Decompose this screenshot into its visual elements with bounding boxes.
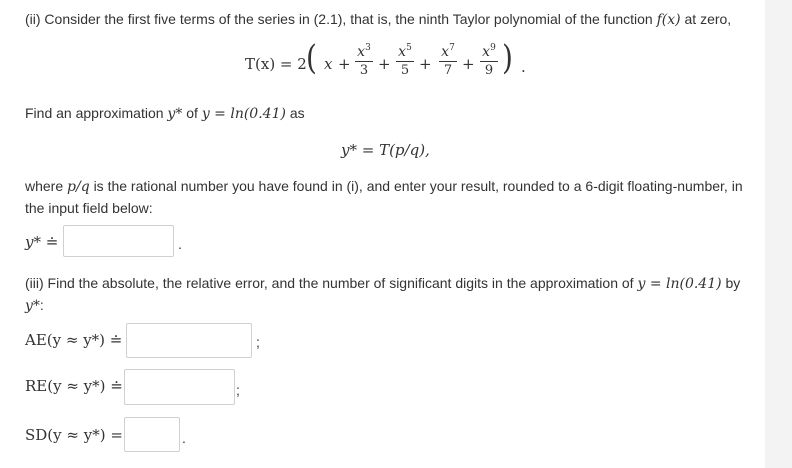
function-fx: f(x) <box>656 12 681 28</box>
formula-lhs: T(x) = 2 <box>245 55 307 73</box>
part3-ystar: y* <box>25 298 40 314</box>
term-x3 <box>355 40 373 78</box>
term-x3-exp: 3 <box>365 43 371 53</box>
where-b: is the rational number you have found in (i), and enter your result, rounded to a 6-digit floating-number, in <box>93 178 743 194</box>
find-y: y = ln(0.41) <box>201 106 286 122</box>
where-text-line2: the input field below: <box>25 200 153 216</box>
part3-y: y = ln(0.41) <box>637 276 722 292</box>
find-as: as <box>289 105 305 121</box>
term-x9-num: x <box>482 44 491 60</box>
approx-equation: y* = T(p/q), <box>341 141 430 159</box>
formula-end-dot: . <box>521 58 526 76</box>
sd-input[interactable] <box>124 417 180 452</box>
formula-open-paren: ( <box>306 37 317 78</box>
term-x9-exp: 9 <box>490 43 496 53</box>
re-input[interactable] <box>124 369 235 405</box>
formula-plus-3: + <box>419 55 432 73</box>
term-x5-den: 5 <box>400 63 410 78</box>
part3-intro <box>25 272 740 295</box>
formula-plus-2: + <box>378 55 391 73</box>
term-x3-den: 3 <box>359 63 369 78</box>
ystar-input-end: . <box>178 236 182 252</box>
ae-input[interactable] <box>126 323 252 358</box>
part3-text: (iii) Find the absolute, the relative error, and the number of significant digits in the approximation of <box>25 275 634 291</box>
part3-by: by <box>725 275 741 291</box>
formula-x: x <box>324 55 333 73</box>
find-text: Find an approximation <box>25 105 164 121</box>
ystar-input-label: y* ≐ <box>25 233 59 251</box>
term-x3-num: x <box>357 44 366 60</box>
find-ystar: y* <box>167 106 183 122</box>
re-label: RE(y ≈ y*) ≐ <box>25 377 123 395</box>
where-a: where <box>25 178 64 194</box>
where-pq: p/q <box>67 179 90 195</box>
find-of: of <box>186 105 198 121</box>
part3-colon: : <box>39 297 44 313</box>
part2-intro-text: (ii) Consider the first five terms of the series in (2.1), that is, the ninth Taylor polynomial of the function <box>25 11 653 27</box>
find-approximation-text <box>25 102 305 125</box>
part2-intro-suffix: at zero, <box>684 11 732 27</box>
part3-intro-line2 <box>25 294 44 317</box>
ystar-input[interactable] <box>63 225 174 257</box>
term-x5 <box>396 40 414 78</box>
term-x7 <box>439 40 457 78</box>
term-x5-num: x <box>398 44 407 60</box>
term-x5-exp: 5 <box>406 43 412 53</box>
term-x9 <box>480 40 498 78</box>
term-x7-num: x <box>441 44 450 60</box>
ae-end: ; <box>256 334 260 350</box>
sd-end: . <box>182 430 186 446</box>
term-x7-exp: 7 <box>449 43 455 53</box>
term-x7-den: 7 <box>443 63 453 78</box>
formula-plus-4: + <box>462 55 475 73</box>
re-end: ; <box>236 382 240 398</box>
part2-intro <box>25 8 731 31</box>
formula-close-paren: ) <box>502 37 513 78</box>
sd-label: SD(y ≈ y*) = <box>25 426 123 444</box>
where-text <box>25 175 755 198</box>
formula-plus-1: + <box>338 55 351 73</box>
term-x9-den: 9 <box>484 63 494 78</box>
ae-label: AE(y ≈ y*) ≐ <box>25 331 123 349</box>
